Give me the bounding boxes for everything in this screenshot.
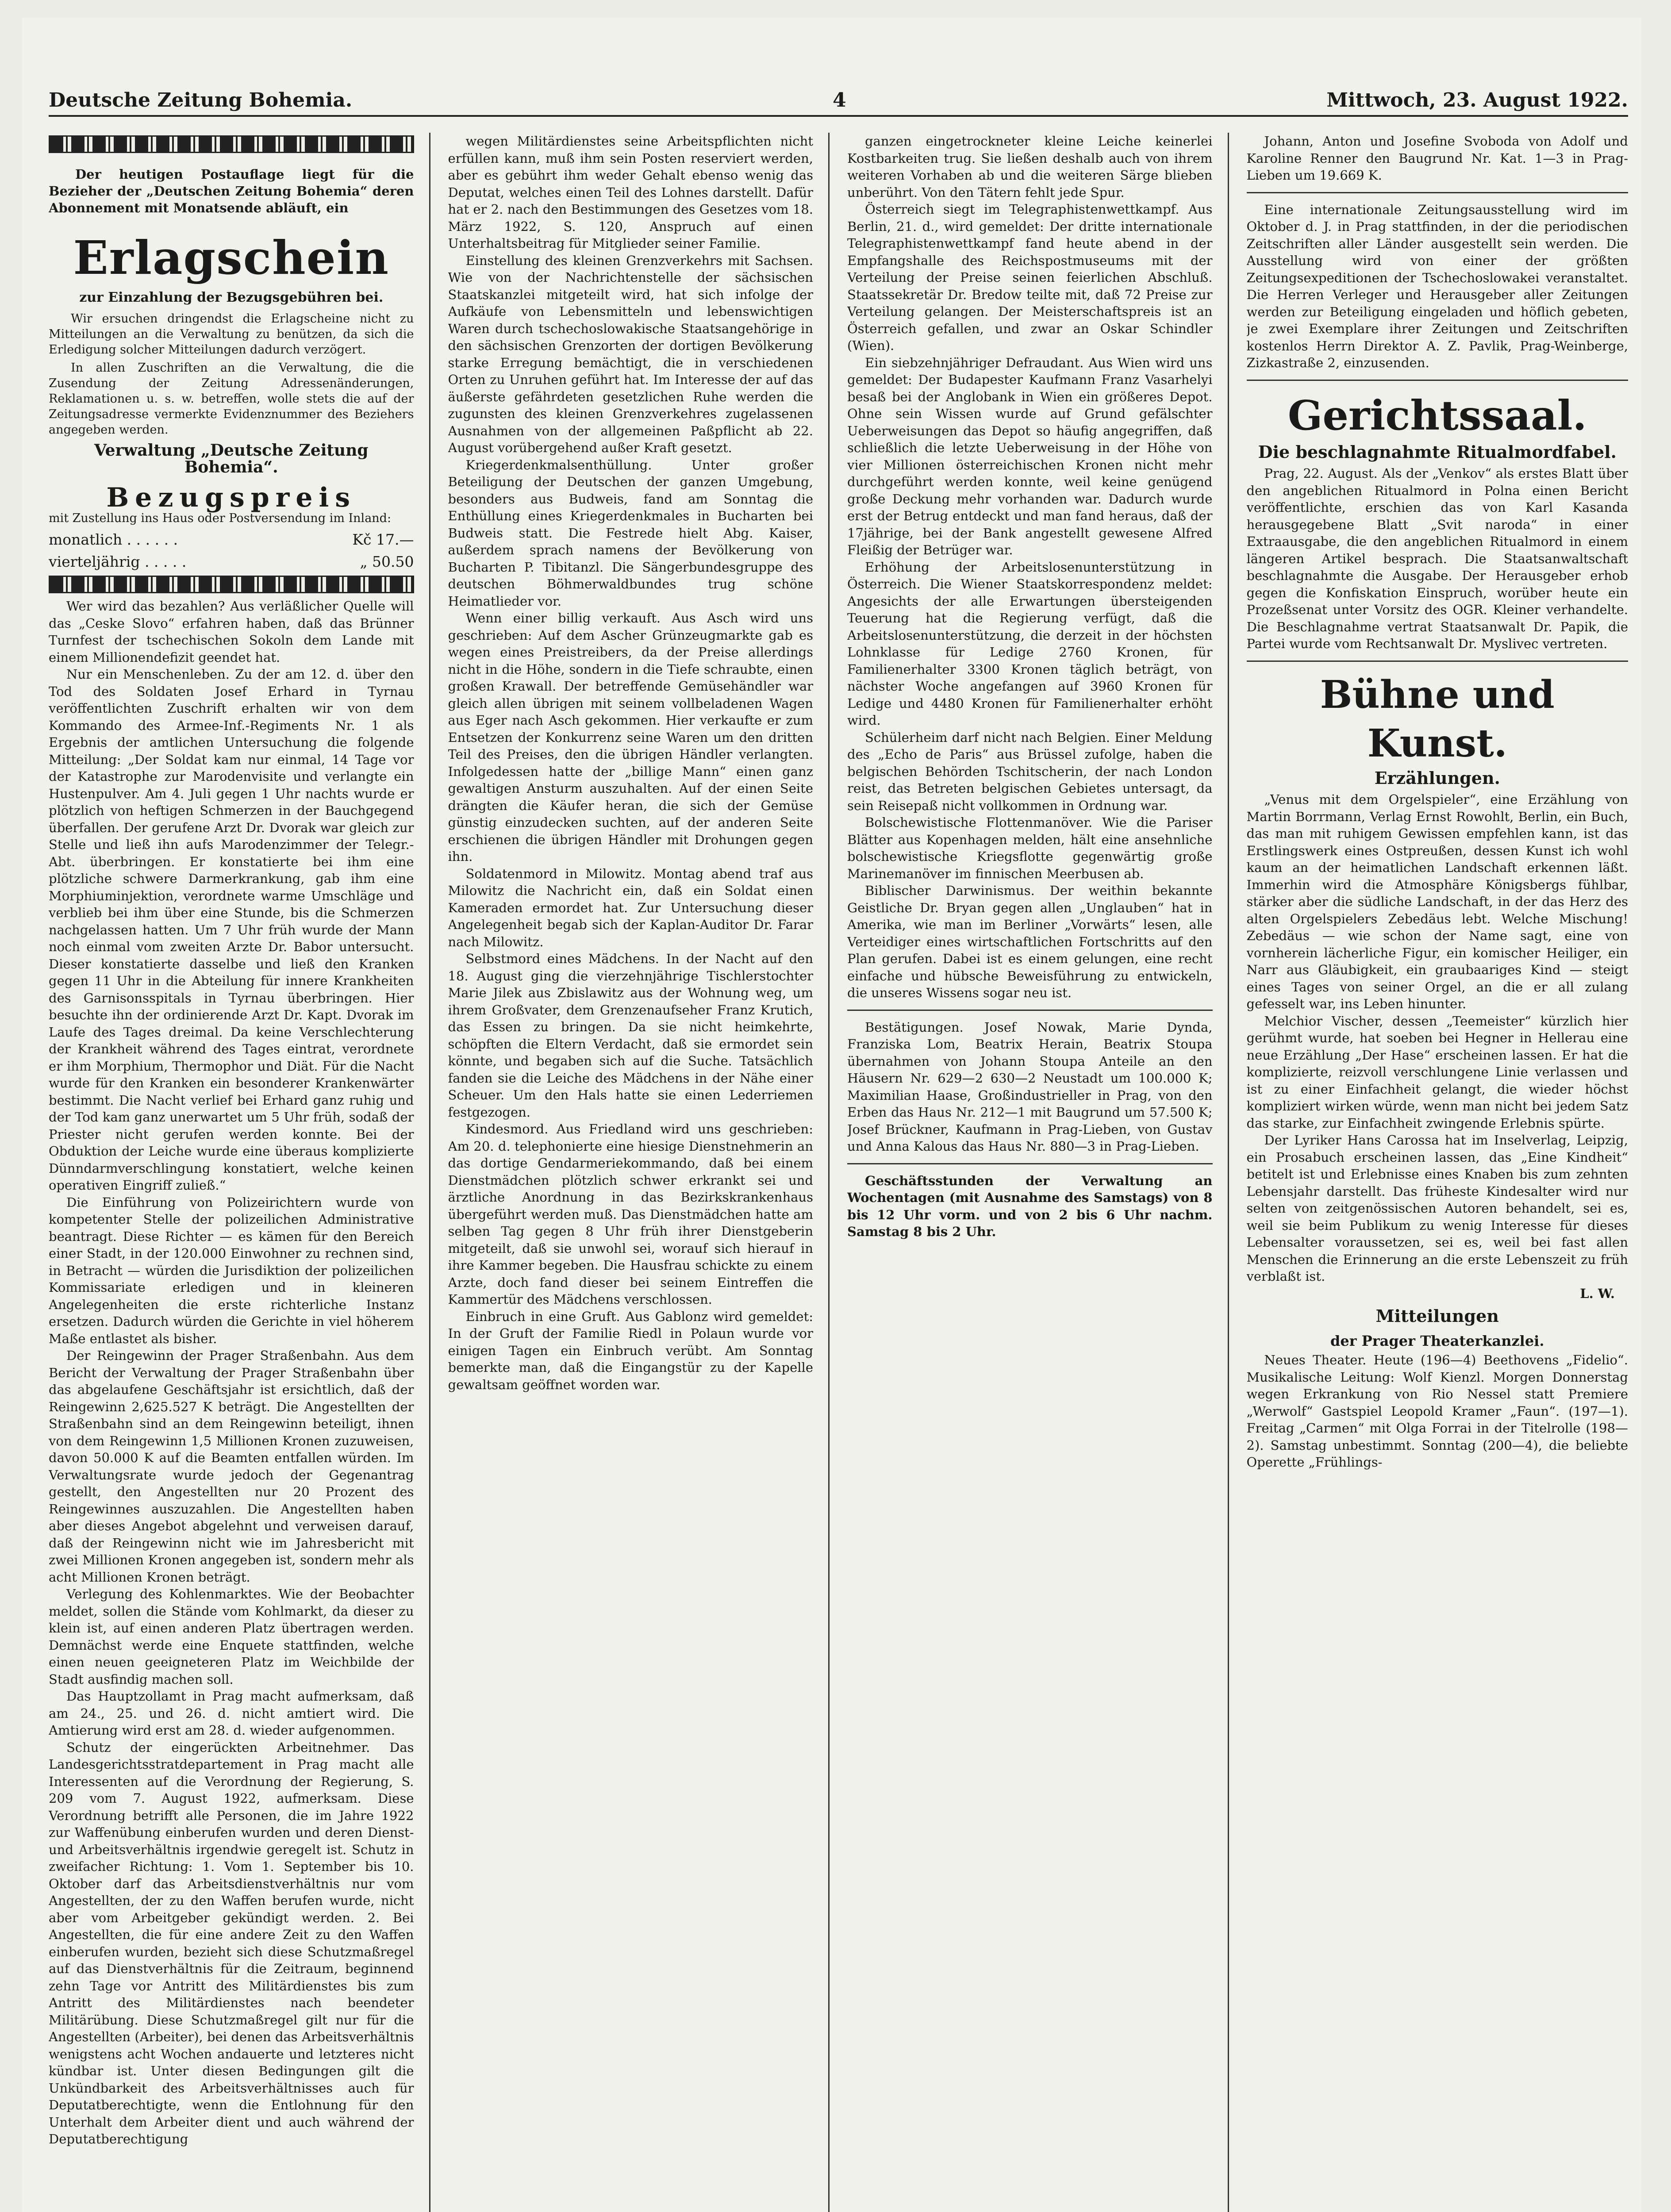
mitteilungen-subtitle: der Prager Theaterkanzlei. (1330, 1333, 1544, 1349)
notice-border-top (49, 135, 414, 153)
news-paragraph: Wenn einer billig verkauft. Aus Asch wird uns geschrieben: Auf dem Ascher Grünzeugmarkte gab es wegen eines Preistreibers, da der Preise allerdings nicht in die Höhe, sondern in die Tiefe schraubte, einen großen Krawall. Der betreffende Gemüsehändler war gleich allen übrigen mit seinem vollbeladenen Wagen aus Eger nach Asch gekommen. Hier verkaufte er zum Entsetzen der Konkurrenz seine Waren um den dritten Teil des Preises, den die übrigen Händler verlangten. Infolgedessen hatte der „billige Mann“ einen ganz gewaltigen Ansturm auszuhalten. Auf der einen Seite drängten die Käufer heran, die sich der Gemüse günstig einzudecken suchten, auf der anderen Seite erschienen die übrigen Händler mit Drohungen gegen ihn. (448, 611, 813, 864)
price-row-quarterly (49, 551, 414, 573)
news-paragraph: Österreich siegt im Telegraphistenwettkampf. Aus Berlin, 21. d., wird gemeldet: Der dritte internationale Telegraphistenwettkampf fand heute abend in der Empfangshalle des Reichspostmuseums mit der Verteilung der Preise seinen feierlichen Abschluß. Staatssekretär Dr. Bredow teilte mit, daß 72 Preise zur Verteilung gelangen. Der Meisterschaftspreis ist an Österreich gefallen, und zwar an Oskar Schindler (Wien). (847, 202, 1213, 353)
section-divider (1247, 661, 1629, 662)
price-row-monthly (49, 529, 414, 551)
gerichtssaal-subtitle: Die beschlagnahmte Ritualmordfabel. (1258, 442, 1617, 462)
header-page-number: 4 (832, 89, 846, 111)
news-paragraph: wegen Militärdienstes seine Arbeitspflichten nicht erfüllen kann, muß ihm sein Posten reserviert werden, aber es gebührt ihm weder Gehalt ebenso wenig das Deputat, welches einen Teil des Lohnes darstellt. Dafür hat er 2. nach den Bestimmungen des Gesetzes vom 18. März 1922, S. 120, Anspruch auf einen Unterhaltsbeitrag für Mitglieder seiner Familie. (448, 134, 813, 251)
column-1 (49, 133, 430, 2212)
header-date: Mittwoch, 23. August 1922. (1326, 89, 1628, 111)
news-paragraph: Selbstmord eines Mädchens. In der Nacht auf den 18. August ging die vierzehnjährige Tischlerstochter Marie Jilek aus Zbislawitz aus der Wohnung weg, um ihrem Großvater, dem Grenzenaufseher Franz Krutich, das Essen zu bringen. Da sie nicht heimkehrte, schöpften die Eltern Verdacht, daß sie ermordet sein könnte, und begaben sich auf die Suche. Tatsächlich fanden sie die Leiche des Mädchens in der Nähe einer Scheuer. Um den Hals hatte sie einen Lederriemen festgezogen. (448, 951, 813, 1120)
news-paragraph: Kindesmord. Aus Friedland wird uns geschrieben: Am 20. d. telephonierte eine hiesige Dienstnehmerin an das dortige Gendarmeriekommando, daß bei einem Dienstmädchen plötzlich schwer erkrankt sei und ärztliche Anordnung in das Bezirkskrankenhaus übergeführt werden muß. Das Dienstmädchen hatte am selben Tag gegen 8 Uhr früh ihrer Dienstgeberin mitgeteilt, daß sie unwohl sei, worauf sich hierauf in ihre Kammer begeben. Die Hausfrau schickte zu einem Arzte, doch fand dieser bei seinem Eintreffen die Kammertür des Mädchens verschlossen. (448, 1121, 813, 1307)
news-paragraph: Kriegerdenkmalsenthüllung. Unter großer Beteiligung der Deutschen der ganzen Umgebung, besonders aus Budweis, fand am Sonntag die Enthüllung eines Kriegerdenkmales in Bucharten bei Budweis statt. Die Festrede hielt Abg. Kaiser, außerdem sprach namens der Bevölkerung von Bucharten P. Tibitanzl. Die Sängerbundesgruppe des deutschen Böhmerwaldbundes trug schöne Heimatlieder vor. (448, 457, 813, 609)
news-paragraph: Einbruch in eine Gruft. Aus Gablonz wird gemeldet: In der Gruft der Familie Riedl in Polaun wurde vor einigen Tagen ein Einbruch verübt. Am Sonntag bemerkte man, daß die Eingangstür zu der Kapelle gewaltsam geöffnet worden war. (448, 1309, 813, 1392)
news-paragraph: Einstellung des kleinen Grenzverkehrs mit Sachsen. Wie von der Nachrichtenstelle der sächsischen Staatskanzlei mitgeteilt wird, hat sich infolge der Aufkäufe von Lebensmitteln und lebenswichtigen Waren durch tschechoslowakische Staatsangehörige in den sächsischen Grenzorten der dortigen Bevölkerung starke Erregung bemächtigt, die in verschiedenen Orten zu Unruhen geführt hat. Im Interesse der auf das äußerste gefährdeten gesetzlichen Ruhe werden die zugunsten des kleinen Grenzverkehres zugelassenen Ausnahmen von der allgemeinen Paßpflicht ab 22. August vorübergehend außer Kraft gesetzt. (448, 253, 813, 455)
news-paragraph: Eine internationale Zeitungsausstellung wird im Oktober d. J. in Prag stattfinden, in der die periodischen Zeitschriften aller Länder ausgestellt sein werden. Die Ausstellung wird von einer der größten Zeitungsexpeditionen der Tschechoslowakei veranstaltet. Die Herren Verleger und Herausgeber aller Zeitungen werden zur Beteiligung eingeladen und höflich gebeten, je zwei Exemplare ihrer Zeitungen und Zeitschriften kostenlos Herrn Direktor A. Z. Pavlik, Prag-Weinberge, Zizkastraße 2, einzusenden. (1246, 202, 1628, 370)
subscription-notice: Der heutigen Postauflage liegt für die Bezieher der „Deutschen Zeitung Bohemia“ deren Abonnement mit Monatsende abläuft, ein (49, 167, 414, 215)
price-label: vierteljährig . . . . . (49, 553, 187, 570)
erlagschein-subtitle: zur Einzahlung der Bezugsgebühren bei. (79, 290, 384, 305)
news-paragraph: Johann, Anton und Josefine Svoboda von Adolf und Karoline Renner den Baugrund Nr. Kat. 1—3 in Prag-Lieben um 19.669 K. (1246, 134, 1628, 183)
mitteilungen-title: Mitteilungen (1375, 1306, 1499, 1326)
verwaltung-signature: Verwaltung „Deutsche Zeitung Bohemia“. (94, 441, 369, 476)
notice-border-bottom (49, 576, 414, 593)
news-paragraph: „Venus mit dem Orgelspieler“, eine Erzählung von Martin Borrmann, Verlag Ernst Rowohlt, Berlin, ein Buch, das man mit ruhigem Gewissen empfehlen kann, ist das Erstlingswerk eines Ostpreußen, dessen Kunst ich wohl kaum an der heimatlichen Landschaft erkennen läßt. Immerhin wird die Atmosphäre Königsbergs fühlbar, stärker aber die südliche Landschaft, in der das Herz des alten Orgelspielers Zebedäus lebt. Welche Mischung! Zebedäus — wie schon der Name sagt, eine von vornherein lächerliche Figur, ein komischer Heiliger, ein Narr aus Gläubigkeit, ein graubaariges Kind — steigt eines Tages von seiner Orgel, an die er all zulang gefesselt war, ins Leben hinunter. (1246, 792, 1628, 1011)
price-value: „ 50.50 (360, 553, 414, 570)
gerichtssaal-title: Gerichtssaal. (1287, 391, 1587, 439)
news-paragraph: Neues Theater. Heute (196—4) Beethovens „Fidelio“. Musikalische Leitung: Wolf Kienzl. Morgen Donnerstag wegen Erkrankung von Rio Nessel statt Premiere „Werwolf“ Gastspiel Leopold Kramer „Faun“. (197—1). Freitag „Carmen“ mit Olga Forrai in der Titelrolle (198—2). Samstag unbestimmt. Sonntag (200—4), die beliebte Operette „Frühlings- (1246, 1352, 1628, 1470)
news-paragraph: Schutz der eingerückten Arbeitnehmer. Das Landesgerichtsstratdepartement in Prag macht alle Interessenten auf die Verordnung der Regierung, S. 209 vom 7. August 1922, aufmerksam. Diese Verordnung betrifft alle Personen, die im Jahre 1922 zur Waffenübung einberufen wurden und deren Dienst- und Arbeitsverhältnis irgendwie geregelt ist. Schutz in zweifacher Richtung: 1. Vom 1. September bis 10. Oktober darf das Arbeitsdienstverhältnis nur vom Angestellten, der zu den Waffen berufen wurde, nicht aber vom Arbeitgeber gekündigt werden. 2. Bei Angestellten, die für eine andere Zeit zu den Waffen einberufen wurden, bezieht sich diese Schutzmaßregel auf das Dienstverhältnis für die Zeitraum, beginnend zehn Tage vor Antritt des Militärdienstes bis zum Antritt des Militärdienstes nach beendeter Militärübung. Diese Schutzmaßregel gilt nur für die Angestellten (Arbeiter), bei denen das Arbeitsverhältnis wenigstens acht Wochen andauerte und letzteres nicht kündbar ist. Unter diesen Bedingungen gilt die Unkündbarkeit des Arbeitsverhältnisses auch für Deputatberechtigte, wenn die Entlohnung für den Unterhalt dem Arbeiter dient und auch während der Deputatberechtigung (49, 1740, 414, 2147)
newspaper-page (22, 18, 1641, 2212)
office-hours: Geschäftsstunden der Verwaltung an Wochentagen (mit Ausnahme des Samstags) von 8 bis 12 Uhr vorm. und von 2 bis 6 Uhr nachm. Samstag 8 bis 2 Uhr. (847, 1173, 1213, 1239)
erlagschein-paragraph: Wir ersuchen dringendst die Erlagscheine nicht zu Mitteilungen an die Verwaltung zu benützen, da sich die Erledigung solcher Mitteilungen dadurch verzögert. (49, 311, 414, 357)
buehne-subtitle: Erzählungen. (1374, 768, 1500, 788)
news-paragraph: Melchior Vischer, dessen „Teemeister“ kürzlich hier gerühmt wurde, hat soeben bei Hegner in Hellerau eine neue Erzählung „Der Hase“ erscheinen lassen. Er hat die komplizierte, reizvoll verschlungene Linie verlassen und ist zu einer Einfachheit gelangt, die wieder höchst kompliziert wirken würde, wenn man nicht bei jedem Satz das starke, zur Einfachheit zwingende Erlebnis spürte. (1246, 1013, 1628, 1131)
erlagschein-title: Erlagschein (73, 230, 389, 285)
bezugspreis-subtitle: mit Zustellung ins Haus oder Postversendung im Inland: (49, 511, 392, 525)
news-paragraph: Verlegung des Kohlenmarktes. Wie der Beobachter meldet, sollen die Stände vom Kohlmarkt, da dieser zu klein ist, auf einen anderen Platz übertragen werden. Demnächst werde eine Enquete stattfinden, welche einen neuen geeigneteren Platz im Weichbilde der Stadt ausfindig machen soll. (49, 1586, 414, 1687)
price-value: Kč 17.— (352, 531, 414, 548)
section-divider (847, 1163, 1213, 1164)
news-paragraph: Biblischer Darwinismus. Der weithin bekannte Geistliche Dr. Bryan gegen allen „Unglauben“ hat in Amerika, wie man im Berliner „Vorwärts“ lesen, alle Verteidiger eines wirtschaftlichen Fortschritts auf den Plan gerufen. Dabei ist es einem gelungen, eine recht einfache und hübsche Beweisführung zu entwickeln, die unseres Wissens sogar neu ist. (847, 883, 1213, 1000)
buehne-title: Bühne und Kunst. (1320, 672, 1555, 766)
news-paragraph: Nur ein Menschenleben. Zu der am 12. d. über den Tod des Soldaten Josef Erhard in Tyrnau veröffentlichten Zuschrift erhalten wir von dem Kommando des Armee-Inf.-Regiments Nr. 1 als Ergebnis der amtlichen Untersuchung die folgende Mitteilung: „Der Soldat kam nur einmal, 14 Tage vor der Katastrophe zur Marodenvisite und verlangte ein Hustenpulver. Am 4. Juli gegen 1 Uhr nachts wurde er plötzlich von heftigen Schmerzen in der Bauchgegend überfallen. Der gerufene Arzt Dr. Dvorak war gleich zur Stelle und ließ ihn aufs Marodenzimmer der Telegr.-Abt. überbringen. Er konstatierte bei ihm eine plötzliche schwere Darmerkrankung, gab ihm eine Morphiuminjektion, verordnete warme Umschläge und verblieb bei ihm über eine Stunde, bis die Schmerzen nachgelassen hatten. Um 7 Uhr früh wurde der Mann noch einmal vom zweiten Arzte Dr. Babor untersucht. Dieser konstatierte dasselbe und ließ den Kranken gegen 11 Uhr in die Abteilung für innere Krankheiten des Garnisonsspitals in Tyrnau überbringen. Hier besuchte ihn der ordinierende Arzt Dr. Kapt. Dvorak im Laufe des Tages dreimal. Da keine Verschlechterung der Krankheit während des Tages eintrat, verordnete er ihm Morphium, Thermophor und Diät. Für die Nacht wurde für den Kranken ein besonderer Krankenwärter bestimmt. Die Nacht verlief bei Erhard ganz ruhig und der Tod kam ganz unerwartet um 5 Uhr früh, sodaß der Priester nicht gerufen werden konnte. Bei der Obduktion der Leiche wurde eine überaus komplizierte Dünndarmverschlingung konstatiert, welche keinen operativen Eingriff zuließ.“ (49, 667, 414, 1193)
page-header (49, 84, 1628, 117)
header-paper-name: Deutsche Zeitung Bohemia. (49, 89, 353, 111)
erlagschein-paragraph: In allen Zuschriften an die Verwaltung, die die Zusendung der Zeitung Adressenänderungen, Reklamationen u. s. w. betreffen, wolle stets die auf der Zeitungsadresse vermerkte Evidenznummer des Beziehers angegeben werden. (49, 361, 414, 437)
section-divider (1247, 380, 1629, 381)
bezugspreis-title: Bezugspreis (106, 482, 357, 513)
news-paragraph: Ein siebzehnjähriger Defraudant. Aus Wien wird uns gemeldet: Der Budapester Kaufmann Franz Vasarhelyi besaß bei der Anglobank in Wien ein größeres Depot. Ohne sein Wissen wurde auf Grund gefälschter Ueberweisungen das Depot so häufig angegriffen, daß schließlich die letzte Ueberweisung in der Höhe von vier Millionen österreichischen Kronen nicht mehr durchgeführt werden konnte, weil keine genügend große Deckung mehr vorhanden war. Dadurch wurde erst der Betrug entdeckt und man fand heraus, daß der 17jährige, bei der Bank angestellt gewesene Alfred Fleißig der Betrüger war. (847, 355, 1213, 557)
column-4 (1247, 133, 1629, 2212)
article-columns (49, 133, 1628, 2212)
section-divider (1247, 192, 1629, 193)
news-paragraph: Der Lyriker Hans Carossa hat im Inselverlag, Leipzig, ein Prosabuch erscheinen lassen, das „Eine Kindheit“ betitelt ist und Erlebnisse eines Knaben bis zum zehnten Lebensjahr darstellt. Das früheste Kindesalter wird nur selten von zeitgenössischen Autoren behandelt, sei es, weil sie beim Publikum zu wenig Interesse für dieses Lebensalter voraussetzen, sei es, weil bei fast allen Menschen die Erinnerung an die erste Lebenszeit zu früh verblaßt ist. (1246, 1133, 1628, 1284)
news-paragraph: Bestätigungen. Josef Nowak, Marie Dynda, Franziska Lom, Beatrix Herain, Beatrix Stoupa übernahmen von Johann Stoupa Anteile an den Häusern Nr. 629—2 630—2 Neustadt um 100.000 K; Maximilian Haase, Großindustrieller in Prag, von den Erben das Haus Nr. 212—1 mit Baugrund um 57.500 K; Josef Brückner, Kaufmann in Prag-Lieben, von Gustav und Anna Kalous das Haus Nr. 880—3 in Prag-Lieben. (847, 1019, 1213, 1154)
news-paragraph: Die Einführung von Polizeirichtern wurde von kompetenter Stelle der polizeilichen Administrative beantragt. Diese Richter — es kämen für den Bereich einer Stadt, in der 120.000 Einwohner zu rechnen sind, in Betracht — würden die Jurisdiktion der polizeilichen Kommissariate erledigen und in kleineren Angelegenheiten die erste richterliche Instanz ersetzen. Dadurch würden die Gerichte in viel höherem Maße entlastet als bisher. (49, 1194, 414, 1346)
news-paragraph: Schülerheim darf nicht nach Belgien. Einer Meldung des „Echo de Paris“ aus Brüssel zufolge, haben die belgischen Behörden Tschitscherin, der nach London reist, das Betreten belgischen Gebietes untersagt, da sein Reisepaß nicht vollkommen in Ordnung war. (847, 730, 1213, 813)
column-3 (847, 133, 1229, 2212)
news-paragraph: Prag, 22. August. Als der „Venkov“ als erstes Blatt über den angeblichen Ritualmord in Polna einen Bericht veröffentlichte, erschien das von Karl Kasanda herausgegebene Blatt „Svit naroda“ in einer Extraausgabe, die den angeblichen Ritualmord in einem längeren Artikel besprach. Die Staatsanwaltschaft beschlagnahmte die Ausgabe. Der Herausgeber erhob gegen die Konfiskation Einspruch, worüber heute ein Prozeßsenat unter Vorsitz des OGR. Kleiner verhandelte. Die Beschlagnahme vertrat Staatsanwalt Dr. Papik, die Partei wurde vom Rechtsanwalt Dr. Myslivec vertreten. (1246, 466, 1628, 651)
news-paragraph: Der Reingewinn der Prager Straßenbahn. Aus dem Bericht der Verwaltung der Prager Straßenbahn über das abgelaufene Geschäftsjahr ist ersichtlich, daß der Reingewinn 2,625.527 K beträgt. Die Angestellten der Straßenbahn sind an dem Reingewinn beteiligt, ihnen von dem Reingewinn 1,5 Millionen Kronen zuzuweisen, davon 50.000 K auf die Beamten entfallen würden. Im Verwaltungsrate wurde jedoch der Gegenantrag gestellt, den Angestellten nur 20 Prozent des Reingewinnes auszuzahlen. Die Angestellten haben aber dieses Angebot abgelehnt und verweisen darauf, daß der Reingewinn nicht wie im Jahresbericht mit zwei Millionen Kronen angegeben ist, sondern mehr als acht Millionen Kronen beträgt. (49, 1348, 414, 1585)
news-paragraph: Erhöhung der Arbeitslosenunterstützung in Österreich. Die Wiener Staatskorrespondenz meldet: Angesichts der alle Erwartungen übersteigenden Teuerung hat die Regierung verfügt, daß die Arbeitslosenunterstützung, die derzeit in der höchsten Lohnklasse für Ledige 2760 Kronen, für Familienerhalter 3300 Kronen täglich beträgt, von nächster Woche angefangen auf 3960 Kronen für Ledige und 4480 Kronen für Familienerhalter erhöht wird. (847, 559, 1213, 728)
column-2 (448, 133, 830, 2212)
news-paragraph: Bolschewistische Flottenmanöver. Wie die Pariser Blätter aus Kopenhagen melden, hält eine ansehnliche bolschewistische Kriegsflotte gegenwärtig große Marinemanöver im finnischen Meerbusen ab. (847, 815, 1213, 881)
news-paragraph: Soldatenmord in Milowitz. Montag abend traf aus Milowitz die Nachricht ein, daß ein Soldat einen Kameraden ermordet hat. Zur Untersuchung dieser Angelegenheit begab sich der Kaplan-Auditor Dr. Farar nach Milowitz. (448, 866, 813, 949)
section-divider (847, 1010, 1213, 1011)
news-paragraph: ganzen eingetrockneter kleine Leiche keinerlei Kostbarkeiten trug. Sie ließen deshalb auch von ihrem weiteren Vorhaben ab und die weiteren Särge blieben unberührt. Von den Tätern fehlt jede Spur. (847, 134, 1213, 200)
news-paragraph: Wer wird das bezahlen? Aus verläßlicher Quelle will das „Ceske Slovo“ erfahren haben, daß das Brünner Turnfest der tschechischen Sokoln dem Lande mit einem Millionendefizit geendet hat. (49, 599, 414, 665)
price-label: monatlich . . . . . . (49, 531, 178, 548)
news-paragraph: Das Hauptzollamt in Prag macht aufmerksam, daß am 24., 25. und 26. d. nicht amtiert wird. Die Amtierung wird erst am 28. d. wieder aufgenommen. (49, 1689, 414, 1738)
author-signature: L. W. (1580, 1286, 1615, 1301)
